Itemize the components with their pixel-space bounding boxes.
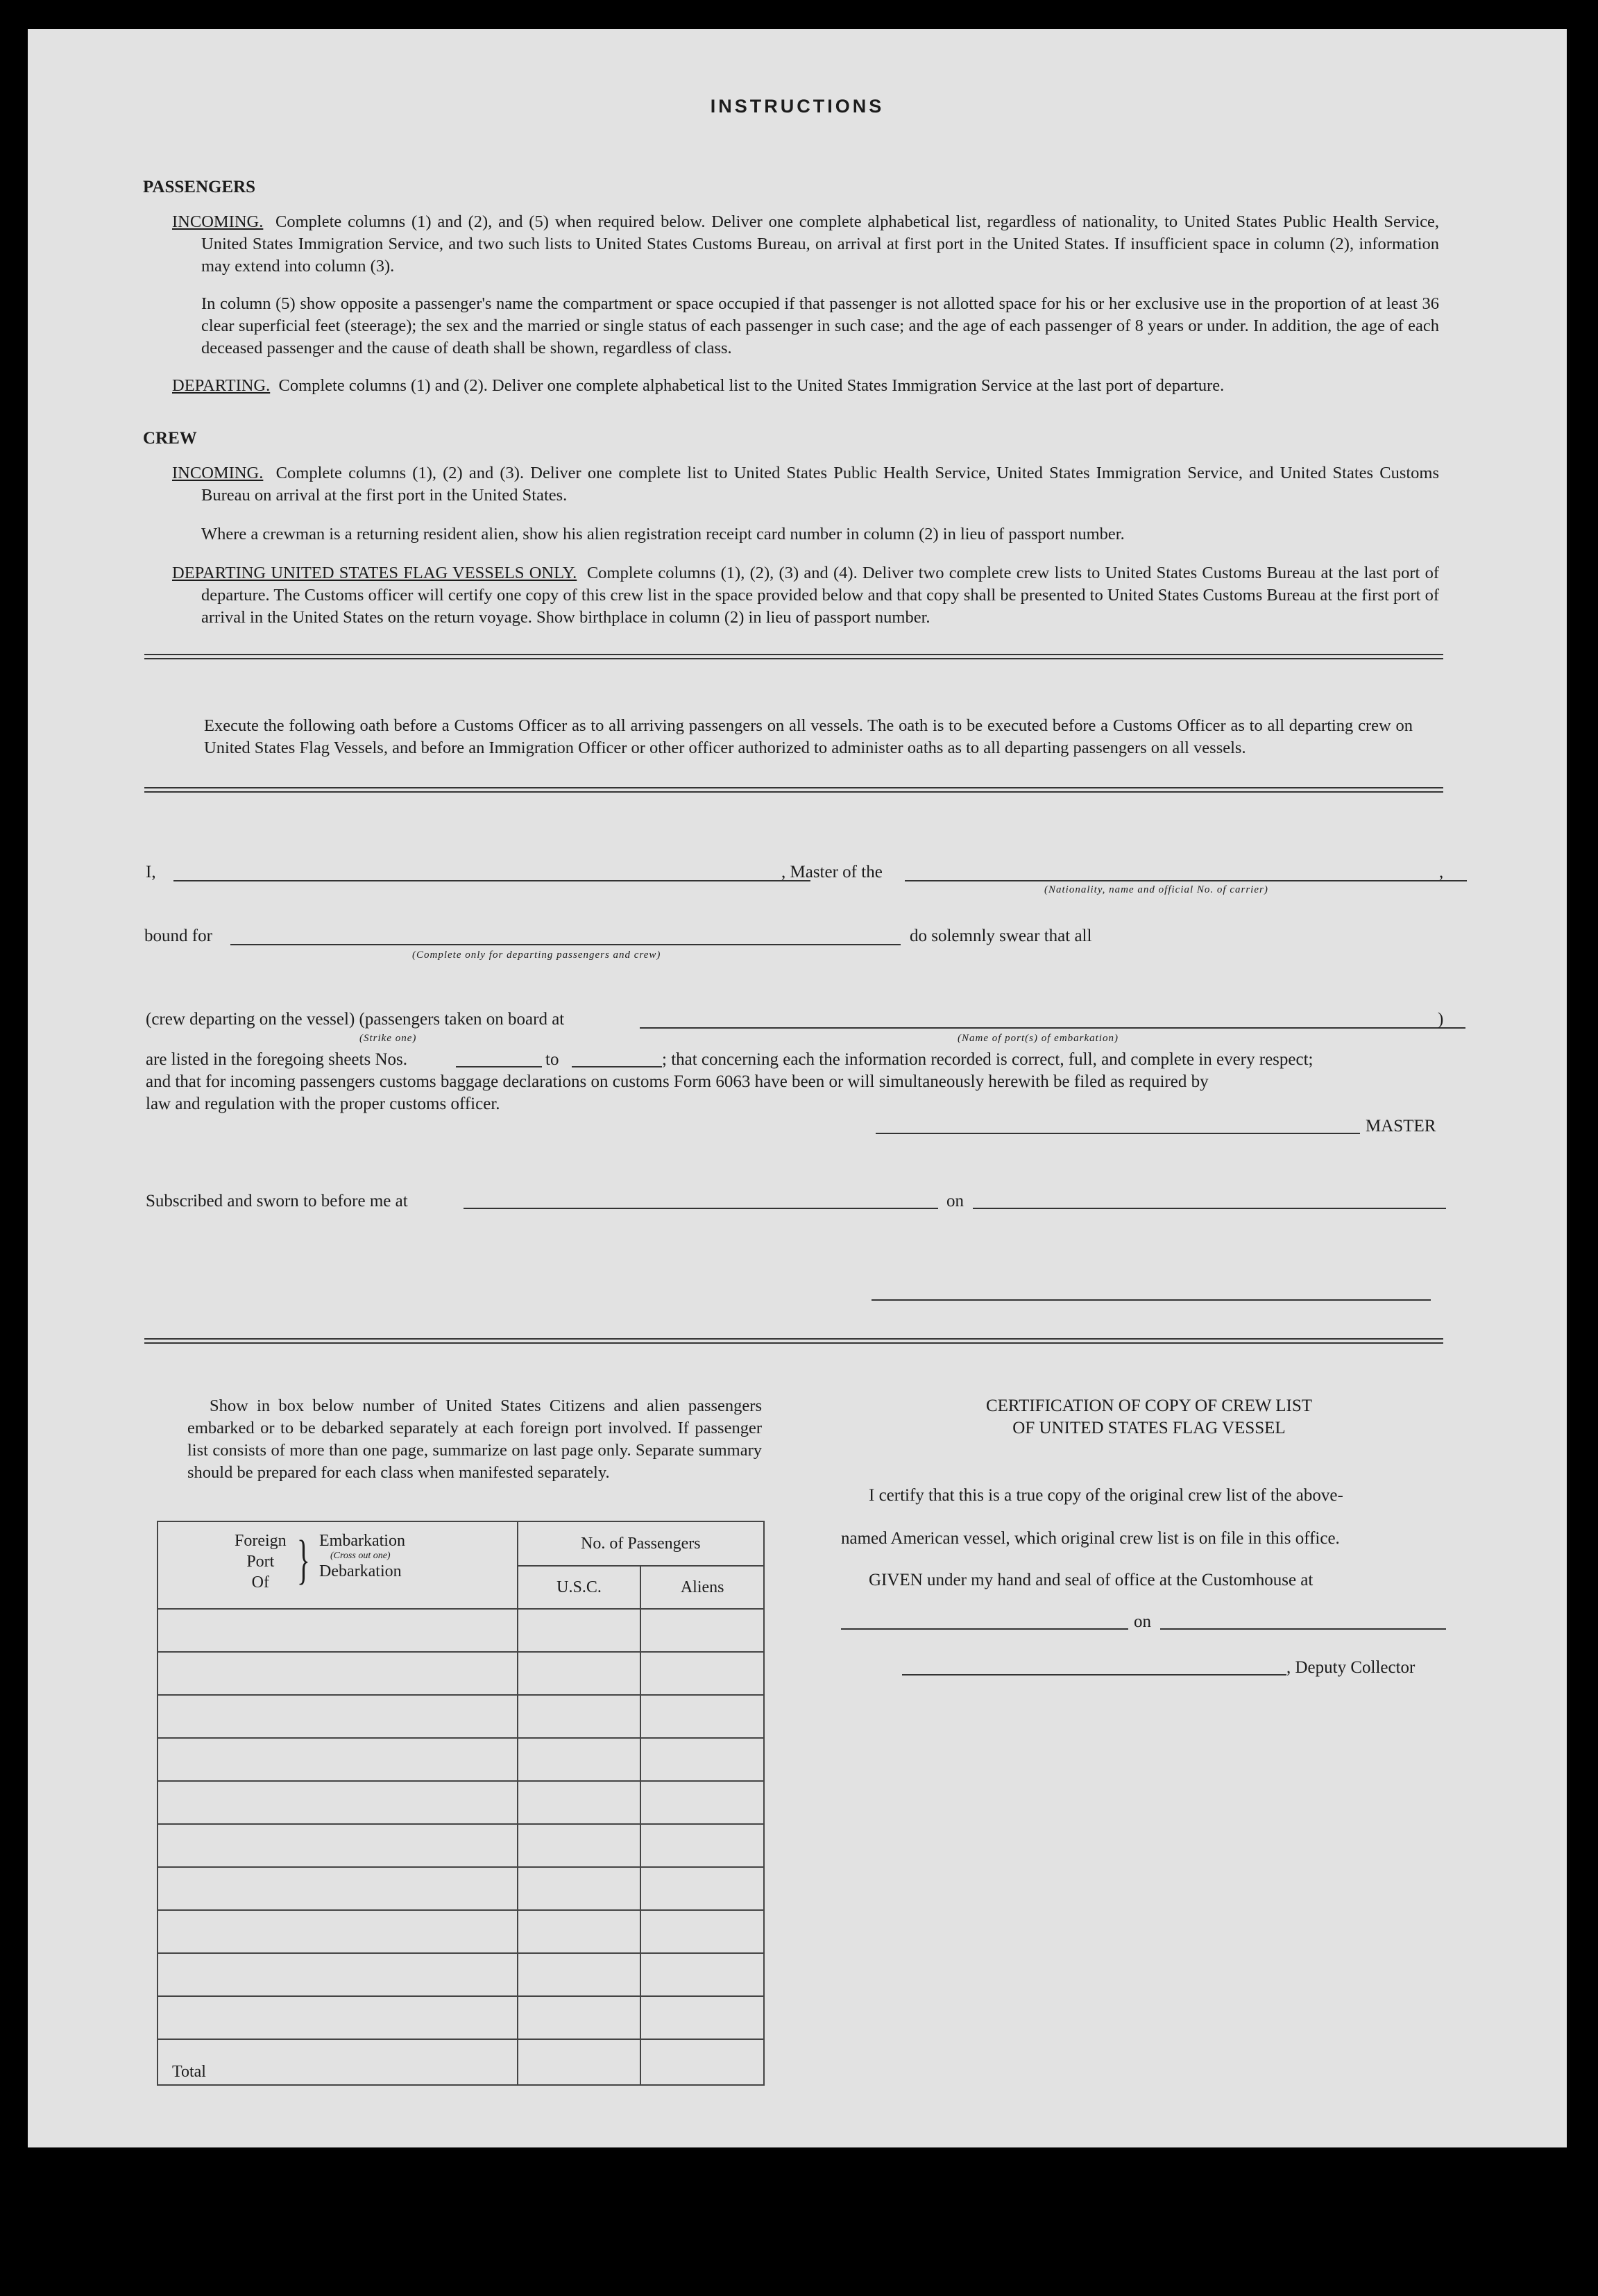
summary-instructions: Show in box below number of United States Citizens and alien passengers embarked or to be debarked separately at each foreign port involved. If passenger list consists of more than one page, summarize on last page only. Separate summary should be prepared for each class when manifested separately.	[187, 1396, 762, 1482]
ports-summary-table	[157, 1521, 765, 2086]
crew-incoming-paragraph	[172, 462, 1439, 507]
crew-heading: CREW	[143, 429, 197, 448]
page-title: INSTRUCTIONS	[710, 96, 885, 117]
bound-for-label: bound for	[144, 927, 212, 945]
sheet-to-field[interactable]	[572, 1066, 662, 1067]
certification-heading-2: OF UNITED STATES FLAG VESSEL	[1012, 1419, 1286, 1437]
carrier-caption: (Nationality, name and official No. of carrier)	[1044, 884, 1268, 895]
bound-for-caption: (Complete only for departing passengers and crew)	[412, 949, 661, 961]
port-cell[interactable]	[158, 1738, 518, 1781]
embarkation-port-field[interactable]	[640, 1027, 1465, 1029]
crew-incoming-lead: INCOMING.	[172, 464, 264, 482]
listed-sheets-label: are listed in the foregoing sheets Nos.	[146, 1050, 407, 1069]
usc-cell[interactable]	[518, 1781, 641, 1824]
divider	[144, 1338, 1443, 1344]
table-row	[158, 1867, 764, 1910]
table-row	[158, 1652, 764, 1695]
master-name-field[interactable]	[173, 880, 810, 881]
deputy-collector-signature-field[interactable]	[902, 1674, 1286, 1675]
sworn-place-field[interactable]	[464, 1208, 938, 1209]
port-cell[interactable]	[158, 1609, 518, 1652]
table-row	[158, 1695, 764, 1738]
total-label: Total	[158, 2039, 518, 2085]
certify-date-field[interactable]	[1160, 1628, 1446, 1630]
passengers-incoming-paragraph	[172, 211, 1439, 278]
oath-i-label: I,	[146, 863, 156, 881]
usc-cell[interactable]	[518, 1867, 641, 1910]
certify-line-3: GIVEN under my hand and seal of office at the Customhouse at	[869, 1571, 1314, 1589]
certify-on-label: on	[1134, 1612, 1151, 1631]
table-row	[158, 1996, 764, 2039]
customhouse-field[interactable]	[841, 1628, 1128, 1630]
listed-law-label: law and regulation with the proper customs officer.	[146, 1095, 500, 1113]
listed-correct-label: ; that concerning each the information recorded is correct, full, and complete in every respect;	[662, 1050, 1314, 1069]
passengers-departing-lead: DEPARTING.	[172, 376, 271, 395]
usc-cell[interactable]	[518, 1738, 641, 1781]
swear-label: do solemnly swear that all	[910, 927, 1092, 945]
port-cell[interactable]	[158, 1996, 518, 2039]
table-row	[158, 1824, 764, 1867]
listed-baggage-label: and that for incoming passengers customs baggage declarations on customs Form 6063 have been or will simultaneously herewith be filed as required by	[146, 1072, 1209, 1091]
master-label: MASTER	[1366, 1117, 1436, 1136]
port-header-cell	[158, 1521, 518, 1609]
usc-cell[interactable]	[518, 1910, 641, 1953]
foreign-label: Foreign	[235, 1532, 287, 1550]
passengers-departing-text: Complete columns (1) and (2). Deliver one complete alphabetical list to the United States Immigration Service at the last port of departure.	[278, 376, 1225, 395]
oath-instructions: Execute the following oath before a Customs Officer as to all arriving passengers on all vessels. The oath is to be executed before a Customs Officer as to all departing crew on United States Flag Vessels, and before an Immigration Officer or other officer authorized to administer oaths as to all departing passengers on all vessels.	[204, 716, 1413, 757]
certification-heading-1: CERTIFICATION OF COPY OF CREW LIST	[985, 1396, 1313, 1415]
crew-departing-text: Complete columns (1), (2), (3) and (4). Deliver two complete crew lists to United States Customs Bureau at the last port of departure. The Customs officer will certify one copy of this crew list in the space provided below and that copy shall be presented to United States Customs Bureau at the first port of arrival in the United States on the return voyage. Show birthplace in column (2) in lieu of passport number.	[201, 564, 1439, 627]
port-cell[interactable]	[158, 1953, 518, 1996]
divider	[144, 787, 1443, 793]
total-row	[158, 2039, 764, 2085]
listed-to-label: to	[545, 1050, 559, 1069]
aliens-total-cell[interactable]	[640, 2039, 764, 2085]
aliens-cell[interactable]	[640, 1953, 764, 1996]
table-row	[158, 1738, 764, 1781]
aliens-cell[interactable]	[640, 1824, 764, 1867]
strike-one-caption: (Strike one)	[359, 1033, 417, 1044]
embarkation-caption: (Name of port(s) of embarkation)	[958, 1033, 1119, 1044]
certify-line-1: I certify that this is a true copy of the original crew list of the above-	[869, 1486, 1343, 1505]
aliens-cell[interactable]	[640, 1738, 764, 1781]
aliens-cell[interactable]	[640, 1652, 764, 1695]
sheet-from-field[interactable]	[456, 1066, 542, 1067]
port-label: Port	[246, 1553, 275, 1571]
deputy-collector-label: , Deputy Collector	[1286, 1658, 1416, 1677]
divider	[144, 654, 1443, 659]
port-cell[interactable]	[158, 1781, 518, 1824]
no-passengers-header: No. of Passengers	[518, 1521, 764, 1566]
sworn-on-label: on	[946, 1192, 964, 1210]
aliens-cell[interactable]	[640, 1609, 764, 1652]
of-label: Of	[251, 1573, 269, 1592]
passengers-column5-paragraph: In column (5) show opposite a passenger's name the compartment or space occupied if that passenger is not allotted space for his or her exclusive use in the proportion of at least 36 clear superficial feet (steerage); the sex and the married or single status of each passenger in such case; and the age of each passenger of 8 years or under. In addition, the age of each deceased passenger and the cause of death shall be shown, regardless of class.	[201, 294, 1439, 357]
sworn-date-field[interactable]	[973, 1208, 1446, 1209]
usc-header: U.S.C.	[518, 1566, 641, 1609]
aliens-cell[interactable]	[640, 1910, 764, 1953]
aliens-header: Aliens	[640, 1566, 764, 1609]
table-row	[158, 1953, 764, 1996]
port-cell[interactable]	[158, 1695, 518, 1738]
officer-signature-field[interactable]	[872, 1299, 1431, 1301]
usc-cell[interactable]	[518, 1609, 641, 1652]
usc-cell[interactable]	[518, 1996, 641, 2039]
brace-icon: }	[297, 1529, 310, 1589]
passengers-incoming-text: Complete columns (1) and (2), and (5) when required below. Deliver one complete alphabetical list, regardless of nationality, to United States Public Health Service, United States Immigration Service, and two such lists to United States Customs Bureau, on arrival at first port in the United States. If insufficient space in column (2), information may extend into column (3).	[201, 212, 1440, 276]
bound-for-field[interactable]	[230, 944, 901, 945]
usc-total-cell[interactable]	[518, 2039, 641, 2085]
aliens-cell[interactable]	[640, 1867, 764, 1910]
passengers-incoming-lead: INCOMING.	[172, 212, 264, 231]
embarkation-close-paren: )	[1438, 1010, 1444, 1029]
port-cell[interactable]	[158, 1824, 518, 1867]
master-signature-field[interactable]	[876, 1133, 1360, 1134]
certify-line-2: named American vessel, which original crew list is on file in this office.	[841, 1529, 1340, 1548]
carrier-comma: ,	[1439, 863, 1444, 881]
crew-departing-lead: DEPARTING UNITED STATES FLAG VESSELS ONLY.	[172, 564, 577, 582]
usc-cell[interactable]	[518, 1652, 641, 1695]
passengers-heading: PASSENGERS	[143, 178, 256, 196]
form-page	[28, 29, 1567, 2147]
usc-cell[interactable]	[518, 1695, 641, 1738]
crew-departing-label: (crew departing on the vessel) (passengers taken on board at	[146, 1010, 565, 1029]
port-cell[interactable]	[158, 1867, 518, 1910]
crew-alien-paragraph: Where a crewman is a returning resident alien, show his alien registration receipt card number in column (2) in lieu of passport number.	[201, 525, 1125, 543]
passengers-departing-paragraph	[172, 375, 1439, 397]
usc-cell[interactable]	[518, 1824, 641, 1867]
embarkation-label: Embarkation	[319, 1532, 405, 1550]
aliens-cell[interactable]	[640, 1781, 764, 1824]
crew-departing-paragraph	[172, 562, 1439, 629]
usc-cell[interactable]	[518, 1953, 641, 1996]
carrier-field[interactable]	[905, 880, 1467, 881]
master-of-label: , Master of the	[781, 863, 883, 881]
subscribed-label: Subscribed and sworn to before me at	[146, 1192, 408, 1210]
table-row	[158, 1910, 764, 1953]
port-cell[interactable]	[158, 1910, 518, 1953]
table-row	[158, 1609, 764, 1652]
debarkation-label: Debarkation	[319, 1562, 402, 1580]
port-cell[interactable]	[158, 1652, 518, 1695]
cross-out-caption: (Cross out one)	[330, 1551, 391, 1561]
crew-incoming-text: Complete columns (1), (2) and (3). Deliver one complete list to United States Public Health Service, United States Immigration Service, and United States Customs Bureau on arrival at the first port in the United States.	[201, 464, 1439, 505]
aliens-cell[interactable]	[640, 1996, 764, 2039]
aliens-cell[interactable]	[640, 1695, 764, 1738]
table-row	[158, 1781, 764, 1824]
